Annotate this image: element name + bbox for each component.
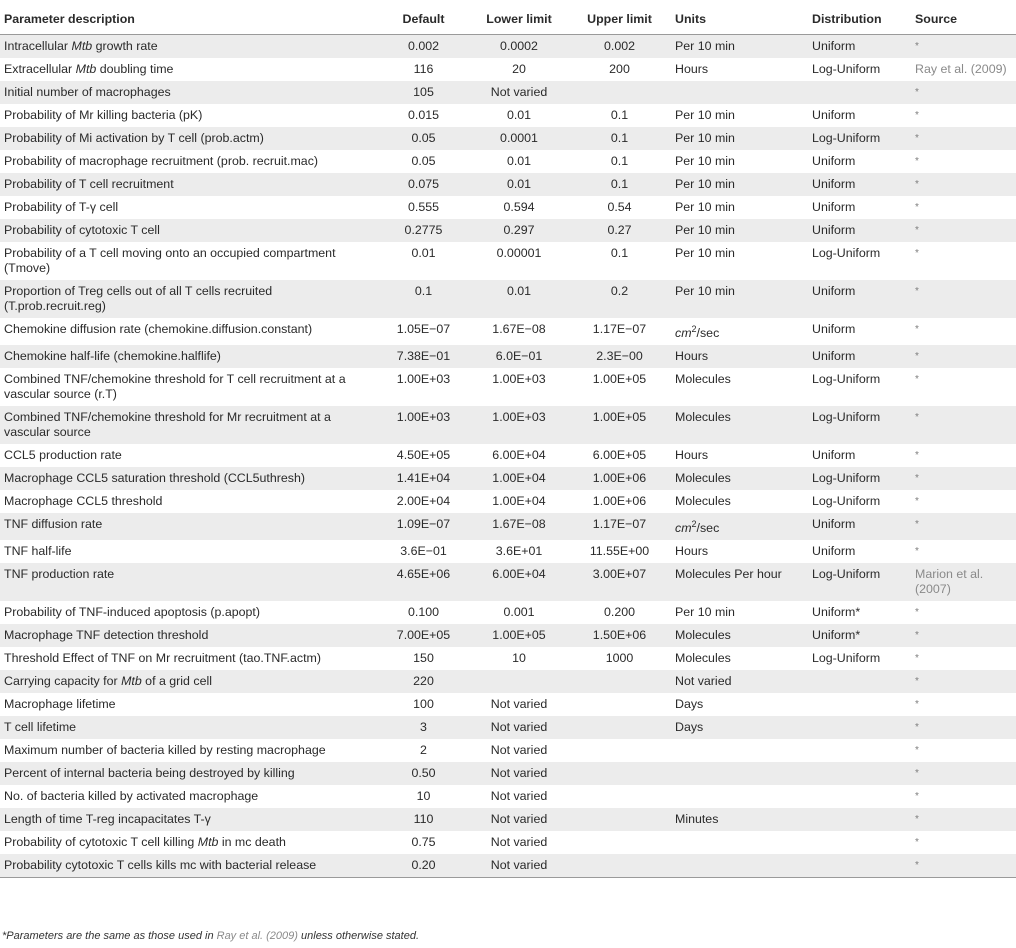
cell-units xyxy=(671,854,808,878)
cell-description: Percent of internal bacteria being destroyed by killing xyxy=(0,762,377,785)
cell-description: Chemokine half-life (chemokine.halflife) xyxy=(0,345,377,368)
cell-source: * xyxy=(911,490,1016,513)
table-row xyxy=(0,808,1016,831)
cell-distribution xyxy=(808,716,911,739)
cell-distribution: Log-Uniform xyxy=(808,647,911,670)
cell-distribution: Uniform xyxy=(808,150,911,173)
cell-distribution: Uniform* xyxy=(808,601,911,624)
cell-default: 0.50 xyxy=(377,762,470,785)
cell-upper-limit xyxy=(568,808,671,831)
cell-upper-limit: 1.17E−07 xyxy=(568,513,671,540)
cell-distribution: Uniform xyxy=(808,540,911,563)
cell-default: 3 xyxy=(377,716,470,739)
cell-default: 100 xyxy=(377,693,470,716)
cell-lower-limit: Not varied xyxy=(470,831,568,854)
cell-upper-limit: 1.00E+05 xyxy=(568,406,671,444)
cell-distribution: Log-Uniform xyxy=(808,242,911,280)
cell-lower-limit: Not varied xyxy=(470,81,568,104)
cell-distribution: Uniform xyxy=(808,104,911,127)
cell-units: Days xyxy=(671,716,808,739)
cell-units xyxy=(671,81,808,104)
cell-source: * xyxy=(911,467,1016,490)
cell-upper-limit: 0.1 xyxy=(568,150,671,173)
cell-upper-limit xyxy=(568,785,671,808)
cell-source: * xyxy=(911,127,1016,150)
cell-units: Not varied xyxy=(671,670,808,693)
cell-upper-limit: 11.55E+00 xyxy=(568,540,671,563)
cell-source: * xyxy=(911,406,1016,444)
table-row xyxy=(0,540,1016,563)
table-row xyxy=(0,739,1016,762)
cell-lower-limit: 0.01 xyxy=(470,173,568,196)
cell-distribution: Uniform xyxy=(808,345,911,368)
cell-lower-limit: 20 xyxy=(470,58,568,81)
table-row xyxy=(0,513,1016,540)
header-source: Source xyxy=(911,4,1016,35)
cell-source: Marion et al. (2007) xyxy=(911,563,1016,601)
cell-default: 220 xyxy=(377,670,470,693)
cell-distribution: Uniform xyxy=(808,35,911,59)
table-row xyxy=(0,601,1016,624)
cell-source: * xyxy=(911,808,1016,831)
cell-description: T cell lifetime xyxy=(0,716,377,739)
cell-distribution: Uniform* xyxy=(808,624,911,647)
cell-upper-limit: 0.1 xyxy=(568,104,671,127)
cell-lower-limit: 0.594 xyxy=(470,196,568,219)
table-row xyxy=(0,345,1016,368)
cell-distribution: Uniform xyxy=(808,173,911,196)
cell-units: Molecules xyxy=(671,368,808,406)
table-row xyxy=(0,490,1016,513)
cell-description: Probability of cytotoxic T cell xyxy=(0,219,377,242)
cell-source: * xyxy=(911,716,1016,739)
cell-units: Molecules xyxy=(671,406,808,444)
cell-distribution: Log-Uniform xyxy=(808,127,911,150)
cell-units: Hours xyxy=(671,444,808,467)
cell-source: * xyxy=(911,280,1016,318)
cell-units: Per 10 min xyxy=(671,35,808,59)
cell-default: 1.05E−07 xyxy=(377,318,470,345)
table-row xyxy=(0,104,1016,127)
cell-lower-limit: 1.00E+05 xyxy=(470,624,568,647)
cell-distribution xyxy=(808,854,911,878)
cell-distribution: Uniform xyxy=(808,513,911,540)
cell-description: Maximum number of bacteria killed by resting macrophage xyxy=(0,739,377,762)
table-row xyxy=(0,444,1016,467)
cell-description: Combined TNF/chemokine threshold for Mr recruitment at a vascular source xyxy=(0,406,377,444)
cell-units: Per 10 min xyxy=(671,219,808,242)
cell-description: Probability of T cell recruitment xyxy=(0,173,377,196)
table-row xyxy=(0,624,1016,647)
cell-upper-limit xyxy=(568,831,671,854)
cell-upper-limit: 1.50E+06 xyxy=(568,624,671,647)
table-row xyxy=(0,150,1016,173)
cell-distribution: Log-Uniform xyxy=(808,467,911,490)
cell-description: Probability of macrophage recruitment (prob. recruit.mac) xyxy=(0,150,377,173)
cell-lower-limit: Not varied xyxy=(470,693,568,716)
cell-source: * xyxy=(911,670,1016,693)
cell-upper-limit: 1.00E+06 xyxy=(568,490,671,513)
cell-upper-limit xyxy=(568,81,671,104)
cell-description: Probability of cytotoxic T cell killing Mtb in mc death xyxy=(0,831,377,854)
cell-upper-limit: 0.1 xyxy=(568,173,671,196)
cell-default: 4.50E+05 xyxy=(377,444,470,467)
cell-upper-limit xyxy=(568,739,671,762)
cell-default: 0.555 xyxy=(377,196,470,219)
cell-lower-limit: 6.00E+04 xyxy=(470,444,568,467)
cell-source: * xyxy=(911,368,1016,406)
cell-upper-limit: 1000 xyxy=(568,647,671,670)
cell-description: Initial number of macrophages xyxy=(0,81,377,104)
cell-units: Molecules xyxy=(671,467,808,490)
cell-distribution xyxy=(808,808,911,831)
cell-default: 1.41E+04 xyxy=(377,467,470,490)
cell-default: 0.05 xyxy=(377,127,470,150)
cell-lower-limit: 0.297 xyxy=(470,219,568,242)
cell-lower-limit: 0.01 xyxy=(470,104,568,127)
cell-upper-limit: 0.200 xyxy=(568,601,671,624)
table-row xyxy=(0,173,1016,196)
table-row xyxy=(0,563,1016,601)
cell-lower-limit: Not varied xyxy=(470,739,568,762)
table-row xyxy=(0,242,1016,280)
cell-lower-limit: 0.001 xyxy=(470,601,568,624)
cell-source: * xyxy=(911,104,1016,127)
cell-distribution: Log-Uniform xyxy=(808,368,911,406)
cell-lower-limit: 0.00001 xyxy=(470,242,568,280)
cell-upper-limit: 2.3E−00 xyxy=(568,345,671,368)
cell-source: * xyxy=(911,196,1016,219)
cell-description: Macrophage CCL5 threshold xyxy=(0,490,377,513)
cell-lower-limit: 1.00E+03 xyxy=(470,406,568,444)
table-row xyxy=(0,127,1016,150)
cell-units xyxy=(671,831,808,854)
cell-source: * xyxy=(911,854,1016,878)
cell-units: Per 10 min xyxy=(671,242,808,280)
cell-description: Probability of Mr killing bacteria (pK) xyxy=(0,104,377,127)
cell-description: Probability of Mi activation by T cell (prob.actm) xyxy=(0,127,377,150)
cell-description: TNF half-life xyxy=(0,540,377,563)
cell-units: Molecules Per hour xyxy=(671,563,808,601)
cell-default: 0.002 xyxy=(377,35,470,59)
cell-units: $cm^2/\sec$ xyxy=(671,513,808,540)
cell-lower-limit xyxy=(470,670,568,693)
cell-units: Hours xyxy=(671,58,808,81)
cell-upper-limit: 0.1 xyxy=(568,242,671,280)
cell-units: Hours xyxy=(671,540,808,563)
cell-lower-limit: Not varied xyxy=(470,808,568,831)
cell-upper-limit: 1.00E+05 xyxy=(568,368,671,406)
header-upper-limit: Upper limit xyxy=(568,4,671,35)
cell-upper-limit xyxy=(568,716,671,739)
cell-units: Per 10 min xyxy=(671,127,808,150)
cell-description: Length of time T-reg incapacitates T-γ xyxy=(0,808,377,831)
cell-default: 116 xyxy=(377,58,470,81)
cell-source: * xyxy=(911,601,1016,624)
cell-lower-limit: 10 xyxy=(470,647,568,670)
cell-lower-limit: 0.01 xyxy=(470,280,568,318)
cell-default: 10 xyxy=(377,785,470,808)
cell-lower-limit: 6.00E+04 xyxy=(470,563,568,601)
cell-units: Per 10 min xyxy=(671,150,808,173)
cell-units: Molecules xyxy=(671,647,808,670)
cell-source: * xyxy=(911,513,1016,540)
cell-distribution: Log-Uniform xyxy=(808,490,911,513)
header-row xyxy=(0,4,1016,35)
cell-default: 0.20 xyxy=(377,854,470,878)
cell-units xyxy=(671,762,808,785)
cell-default: 0.2775 xyxy=(377,219,470,242)
cell-upper-limit xyxy=(568,762,671,785)
cell-source: * xyxy=(911,345,1016,368)
cell-default: 105 xyxy=(377,81,470,104)
cell-distribution xyxy=(808,670,911,693)
cell-source: * xyxy=(911,444,1016,467)
cell-description: Chemokine diffusion rate (chemokine.diffusion.constant) xyxy=(0,318,377,345)
cell-upper-limit: 1.00E+06 xyxy=(568,467,671,490)
header-description: Parameter description xyxy=(0,4,377,35)
cell-source: * xyxy=(911,624,1016,647)
cell-units: Per 10 min xyxy=(671,601,808,624)
table-row xyxy=(0,406,1016,444)
cell-source: * xyxy=(911,318,1016,345)
header-default: Default xyxy=(377,4,470,35)
cell-source: * xyxy=(911,785,1016,808)
cell-distribution: Uniform xyxy=(808,196,911,219)
cell-source: * xyxy=(911,81,1016,104)
cell-description: Macrophage TNF detection threshold xyxy=(0,624,377,647)
cell-default: 0.075 xyxy=(377,173,470,196)
cell-default: 0.01 xyxy=(377,242,470,280)
cell-distribution: Log-Uniform xyxy=(808,406,911,444)
table-row xyxy=(0,280,1016,318)
cell-default: 0.05 xyxy=(377,150,470,173)
cell-description: Combined TNF/chemokine threshold for T cell recruitment at a vascular source (r.T) xyxy=(0,368,377,406)
cell-description: Intracellular Mtb growth rate xyxy=(0,35,377,59)
footnote-reference: Ray et al. (2009) xyxy=(216,930,298,942)
table-row xyxy=(0,35,1016,59)
cell-upper-limit: 200 xyxy=(568,58,671,81)
cell-distribution: Uniform xyxy=(808,219,911,242)
cell-default: 0.015 xyxy=(377,104,470,127)
cell-upper-limit: 6.00E+05 xyxy=(568,444,671,467)
table-row xyxy=(0,831,1016,854)
cell-source: * xyxy=(911,242,1016,280)
cell-lower-limit: 1.67E−08 xyxy=(470,318,568,345)
cell-distribution: Log-Uniform xyxy=(808,563,911,601)
cell-default: 1.09E−07 xyxy=(377,513,470,540)
cell-description: Probability of a T cell moving onto an occupied compartment (Tmove) xyxy=(0,242,377,280)
cell-description: Probability cytotoxic T cells kills mc with bacterial release xyxy=(0,854,377,878)
cell-description: TNF production rate xyxy=(0,563,377,601)
cell-units xyxy=(671,739,808,762)
cell-source: * xyxy=(911,150,1016,173)
cell-description: Probability of TNF-induced apoptosis (p.apopt) xyxy=(0,601,377,624)
cell-description: Carrying capacity for Mtb of a grid cell xyxy=(0,670,377,693)
cell-description: CCL5 production rate xyxy=(0,444,377,467)
cell-units: Molecules xyxy=(671,490,808,513)
cell-lower-limit: 0.0001 xyxy=(470,127,568,150)
cell-default: 110 xyxy=(377,808,470,831)
cell-upper-limit: 0.2 xyxy=(568,280,671,318)
cell-default: 7.00E+05 xyxy=(377,624,470,647)
cell-upper-limit xyxy=(568,693,671,716)
table-row xyxy=(0,368,1016,406)
header-lower-limit: Lower limit xyxy=(470,4,568,35)
cell-description: No. of bacteria killed by activated macrophage xyxy=(0,785,377,808)
cell-default: 3.6E−01 xyxy=(377,540,470,563)
cell-default: 1.00E+03 xyxy=(377,406,470,444)
table-row xyxy=(0,647,1016,670)
cell-distribution xyxy=(808,81,911,104)
header-units: Units xyxy=(671,4,808,35)
cell-units: $cm^2/\sec$ xyxy=(671,318,808,345)
table-row xyxy=(0,785,1016,808)
cell-units: Molecules xyxy=(671,624,808,647)
cell-default: 0.100 xyxy=(377,601,470,624)
table-row xyxy=(0,670,1016,693)
cell-lower-limit: Not varied xyxy=(470,854,568,878)
cell-upper-limit: 1.17E−07 xyxy=(568,318,671,345)
cell-distribution xyxy=(808,785,911,808)
footnote-text: *Parameters are the same as those used in xyxy=(2,930,217,942)
cell-distribution xyxy=(808,762,911,785)
cell-lower-limit: 1.00E+03 xyxy=(470,368,568,406)
cell-lower-limit: 1.00E+04 xyxy=(470,467,568,490)
cell-lower-limit: 3.6E+01 xyxy=(470,540,568,563)
cell-source: * xyxy=(911,831,1016,854)
cell-lower-limit: Not varied xyxy=(470,785,568,808)
cell-default: 0.75 xyxy=(377,831,470,854)
cell-distribution xyxy=(808,739,911,762)
cell-description: Proportion of Treg cells out of all T cells recruited (T.prob.recruit.reg) xyxy=(0,280,377,318)
cell-description: Macrophage CCL5 saturation threshold (CCL5uthresh) xyxy=(0,467,377,490)
cell-lower-limit: 0.0002 xyxy=(470,35,568,59)
cell-upper-limit: 0.27 xyxy=(568,219,671,242)
cell-units: Hours xyxy=(671,345,808,368)
cell-distribution xyxy=(808,831,911,854)
cell-description: Macrophage lifetime xyxy=(0,693,377,716)
cell-distribution: Log-Uniform xyxy=(808,58,911,81)
cell-source: * xyxy=(911,762,1016,785)
cell-distribution: Uniform xyxy=(808,318,911,345)
footnote-tail: unless otherwise stated. xyxy=(297,930,420,942)
cell-description: TNF diffusion rate xyxy=(0,513,377,540)
table-row xyxy=(0,58,1016,81)
table-row xyxy=(0,318,1016,345)
cell-upper-limit: 0.54 xyxy=(568,196,671,219)
cell-default: 4.65E+06 xyxy=(377,563,470,601)
cell-upper-limit xyxy=(568,670,671,693)
cell-distribution xyxy=(808,693,911,716)
cell-upper-limit: 0.1 xyxy=(568,127,671,150)
header-distribution: Distribution xyxy=(808,4,911,35)
cell-default: 1.00E+03 xyxy=(377,368,470,406)
cell-lower-limit: Not varied xyxy=(470,716,568,739)
cell-lower-limit: Not varied xyxy=(470,762,568,785)
cell-lower-limit: 1.00E+04 xyxy=(470,490,568,513)
table-row xyxy=(0,196,1016,219)
cell-units: Per 10 min xyxy=(671,173,808,196)
cell-default: 7.38E−01 xyxy=(377,345,470,368)
parameter-table xyxy=(0,4,1016,878)
cell-source: * xyxy=(911,693,1016,716)
table-row xyxy=(0,219,1016,242)
cell-upper-limit xyxy=(568,854,671,878)
cell-source: * xyxy=(911,739,1016,762)
table-row xyxy=(0,854,1016,878)
cell-lower-limit: 6.0E−01 xyxy=(470,345,568,368)
cell-upper-limit: 0.002 xyxy=(568,35,671,59)
table-row xyxy=(0,81,1016,104)
cell-units: Per 10 min xyxy=(671,280,808,318)
cell-default: 2.00E+04 xyxy=(377,490,470,513)
table-row xyxy=(0,716,1016,739)
cell-units: Minutes xyxy=(671,808,808,831)
cell-source: * xyxy=(911,647,1016,670)
cell-distribution: Uniform xyxy=(808,280,911,318)
cell-source: * xyxy=(911,219,1016,242)
cell-default: 0.1 xyxy=(377,280,470,318)
table-footnote xyxy=(2,930,419,942)
cell-default: 2 xyxy=(377,739,470,762)
cell-units: Per 10 min xyxy=(671,196,808,219)
cell-description: Extracellular Mtb doubling time xyxy=(0,58,377,81)
cell-units: Days xyxy=(671,693,808,716)
cell-default: 150 xyxy=(377,647,470,670)
cell-description: Probability of T-γ cell xyxy=(0,196,377,219)
cell-source: * xyxy=(911,173,1016,196)
cell-lower-limit: 0.01 xyxy=(470,150,568,173)
cell-units xyxy=(671,785,808,808)
cell-description: Threshold Effect of TNF on Mr recruitment (tao.TNF.actm) xyxy=(0,647,377,670)
cell-source: * xyxy=(911,540,1016,563)
cell-source: Ray et al. (2009) xyxy=(911,58,1016,81)
table-row xyxy=(0,762,1016,785)
table-row xyxy=(0,467,1016,490)
cell-source: * xyxy=(911,35,1016,59)
cell-distribution: Uniform xyxy=(808,444,911,467)
cell-lower-limit: 1.67E−08 xyxy=(470,513,568,540)
cell-units: Per 10 min xyxy=(671,104,808,127)
cell-upper-limit: 3.00E+07 xyxy=(568,563,671,601)
table-row xyxy=(0,693,1016,716)
